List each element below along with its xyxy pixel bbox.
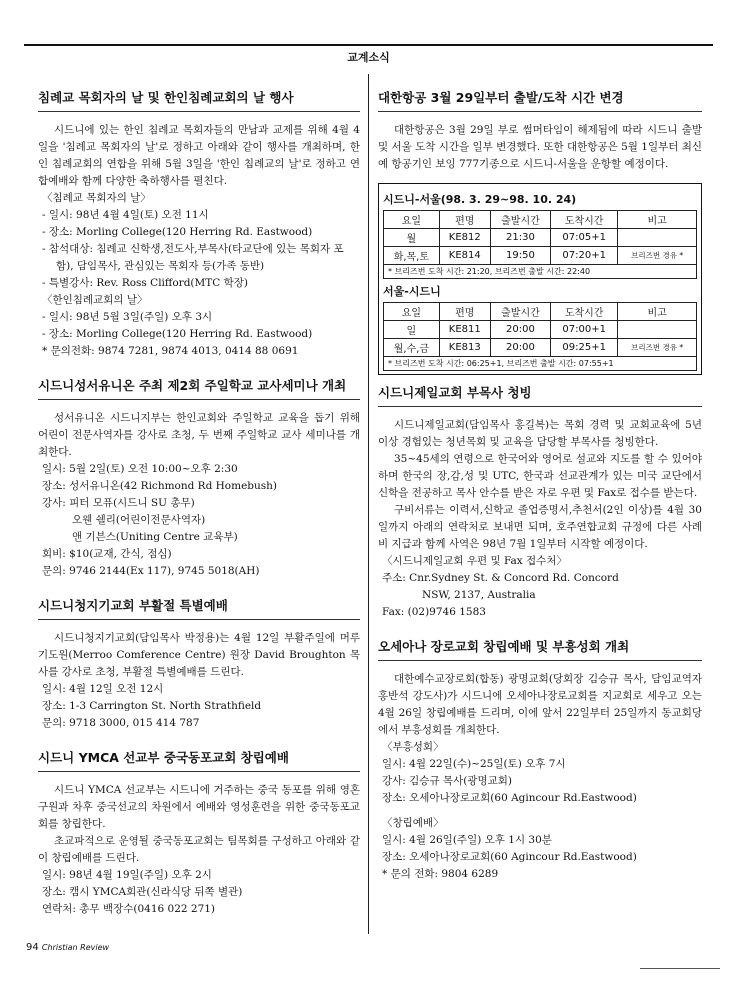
schedule-title: 서울-시드니	[383, 285, 441, 298]
publication-name: Christian Review	[41, 943, 110, 952]
article-title: 침례교 목회자의 날 및 한인침례교회의 날 행사	[38, 90, 294, 105]
table-cell: KE813	[439, 339, 490, 357]
detail-line: 앤 기븐스(Uniting Centre 교육부)	[72, 531, 238, 543]
detail-line: 일시: 4월 26일(주일) 오후 1시 30분	[382, 834, 552, 846]
table-cell: 월	[384, 229, 440, 247]
article-body: 대한항공은 3월 29일 부로 썸머타임이 해제됨에 따라 시드니 출발 및 서울 도착 시간을 일부 변경했다. 또한 대한항공은 5월 1일부터 최신예 항공기인 보잉 777기종으로 시드니-서울을 운항할 예정이다.	[378, 124, 702, 170]
detail-line: 장소: 오세아나장로교회(60 Agincour Rd.Eastwood)	[382, 851, 637, 863]
table-row	[384, 229, 697, 247]
page-footer	[26, 942, 109, 953]
article-body: 시드니청지기교회(담임목사 박정용)는 4월 12일 부활주일에 머루기도원(Merroo Comference Centre) 원장 David Broughton 목사를 강사로 초청, 부활절 특별예배를 드린다.	[38, 632, 360, 678]
article-title: 대한항공 3월 29일부터 출발/도착 시간 변경	[378, 90, 624, 105]
column-header: 요일	[384, 303, 440, 321]
table-cell: 21:30	[490, 229, 550, 247]
detail-line: 회비: $10(교재, 간식, 점심)	[42, 548, 172, 560]
table-cell: 07:00+1	[551, 321, 618, 339]
title-rule	[38, 771, 360, 772]
column-header: 출발시간	[490, 303, 550, 321]
table-cell: 07:20+1	[551, 247, 618, 265]
column-header: 비고	[618, 303, 697, 321]
table-header-row	[384, 303, 697, 321]
table-cell: 20:00	[490, 339, 550, 357]
column-header: 출발시간	[490, 211, 550, 229]
article-title: 시드니 YMCA 선교부 중국동포교회 창립예배	[38, 750, 289, 765]
detail-line: - 특별강사: Rev. Ross Clifford(MTC 학장)	[42, 277, 249, 289]
article-title: 오세아나 장로교회 창립예배 및 부흥성회 개최	[378, 639, 630, 654]
article-body: 35~45세의 연령으로 한국어와 영어로 설교와 지도를 할 수 있어야 하며 한국의 장,감,성 및 UTC, 한국과 선교관계가 있는 미국 교단에서 신학을 전공하고 목사 안수를 받은 자로 우편 및 Fax로 접수를 받는다.	[378, 453, 702, 499]
subheading: 〈부흥성회〉	[382, 741, 444, 753]
table-cell	[618, 321, 697, 339]
table-row	[384, 321, 697, 339]
contact-line: Fax: (02)9746 1583	[382, 606, 486, 618]
flight-table-seoul-sydney	[383, 302, 697, 357]
contact-line: 문의: 9746 2144(Ex 117), 9745 5018(AH)	[42, 565, 260, 577]
detail-line: 일시: 4월 22일(수)~25일(토) 오후 7시	[382, 758, 566, 770]
article-easter-service	[38, 598, 360, 732]
article-title: 시드니청지기교회 부활절 특별예배	[38, 598, 228, 613]
footer-rule	[640, 968, 720, 969]
column-header: 도착시간	[551, 211, 618, 229]
table-row	[384, 339, 697, 357]
detail-line: 오웬 쉘리(어린이전문사역자)	[72, 514, 206, 526]
column-header: 도착시간	[551, 303, 618, 321]
section-title: 교계소식	[347, 51, 390, 64]
title-rule	[378, 406, 702, 407]
contact-line: * 문의 전화: 9804 6289	[382, 868, 499, 880]
detail-line: - 일시: 98년 5월 3일(주일) 오후 3시	[42, 311, 213, 323]
table-cell: KE814	[439, 247, 490, 265]
table-cell: 일	[384, 321, 440, 339]
page-number: 94	[26, 942, 39, 953]
article-ymca-church	[38, 750, 360, 918]
title-rule	[38, 111, 360, 112]
title-rule	[38, 399, 360, 400]
table-row	[384, 247, 697, 265]
left-column	[38, 90, 360, 936]
table-cell: 브리즈번 경유 *	[618, 247, 697, 265]
schedule-note: * 브리즈번 도착 시간: 06:25+1, 브리즈번 출발 시간: 07:55+1	[383, 357, 697, 371]
detail-line: 장소: 캠시 YMCA회관(신라식당 뒤쪽 별관)	[42, 886, 243, 898]
detail-line: 장소: 성서유니온(42 Richmond Rd Homebush)	[42, 480, 278, 492]
subheading: 〈창립예배〉	[382, 817, 444, 829]
column-header: 비고	[618, 211, 697, 229]
detail-line: 주소: Cnr.Sydney St. & Concord Rd. Concord	[382, 572, 619, 584]
title-rule	[378, 660, 702, 661]
schedule-title: 시드니-서울(98. 3. 29~98. 10. 24)	[383, 193, 577, 206]
article-baptist-day	[38, 90, 360, 360]
table-cell: 19:50	[490, 247, 550, 265]
column-header: 요일	[384, 211, 440, 229]
article-oceania-church	[378, 639, 702, 883]
detail-line: 장소: 1-3 Carrington St. North Strathfield	[42, 700, 262, 712]
table-cell	[618, 229, 697, 247]
detail-line: - 일시: 98년 4월 4일(토) 오전 11시	[42, 209, 209, 221]
detail-line: 강사: 김승규 목사(광명교회)	[382, 775, 512, 787]
detail-line: 일시: 5월 2일(토) 오전 10:00~오후 2:30	[42, 463, 238, 475]
flight-schedule-box	[378, 183, 702, 375]
subheading: 〈시드니제일교회 우편 및 Fax 접수처〉	[382, 555, 567, 567]
article-body: 시드니제일교회(담임목사 홍길복)는 목회 경력 및 교회교육에 5년 이상 경험있는 청년목회 및 교육을 담당할 부목사를 청빙한다.	[378, 419, 702, 448]
article-body: 시드니 YMCA 선교부는 시드니에 거주하는 중국 동포를 위해 영혼구원과 차후 중국선교의 차원에서 예배와 영성훈련을 위한 중국동포교회를 창립한다.	[38, 784, 360, 830]
header-rule	[24, 44, 713, 46]
detail-line: NSW, 2137, Australia	[422, 589, 536, 601]
subheading: 〈한인침례교회의 날〉	[42, 294, 148, 306]
article-first-church	[378, 385, 702, 621]
flight-table-sydney-seoul	[383, 210, 697, 265]
article-korean-air	[378, 90, 702, 375]
detail-line: 일시: 4월 12일 오전 12시	[42, 683, 164, 695]
detail-line: 일시: 98년 4월 19일(주일) 오후 2시	[42, 869, 212, 881]
title-rule	[38, 619, 360, 620]
contact-line: 문의: 9718 3000, 015 414 787	[42, 717, 200, 729]
title-rule	[378, 111, 702, 112]
article-su-seminar	[38, 378, 360, 580]
contact-line: * 문의전화: 9874 7281, 9874 4013, 0414 88 0691	[42, 345, 299, 357]
table-cell: 월,수,금	[384, 339, 440, 357]
detail-line: 강사: 피터 모퓨(시드니 SU 총무)	[42, 497, 195, 509]
table-cell: 화,목,토	[384, 247, 440, 265]
table-cell: KE812	[439, 229, 490, 247]
table-cell: 07:05+1	[551, 229, 618, 247]
contact-line: 연락처: 총무 백장수(0416 022 271)	[42, 903, 216, 915]
table-cell: 브리즈번 경유 *	[618, 339, 697, 357]
table-cell: 20:00	[490, 321, 550, 339]
article-title: 시드니제일교회 부목사 청빙	[378, 385, 532, 400]
schedule-note: * 브리즈번 도착 시간: 21:20, 브리즈번 출발 시간: 22:40	[383, 265, 697, 279]
right-column	[378, 90, 702, 901]
detail-line: - 장소: Morling College(120 Herring Rd. Eastwood)	[42, 226, 313, 238]
detail-line: 장소: 오세아나장로교회(60 Agincour Rd.Eastwood)	[382, 792, 637, 804]
article-body: 시드니에 있는 한인 침례교 목회자들의 만남과 교제를 위해 4월 4일을 '침례교 목회자의 날'로 정하고 아래와 같이 행사를 개최하며, 한인 침례교회의 연합을 위해 5월 3일을 '한인 침례교의 날'로 정하고 연합예배와 함께 다양한 축하행사를 펼친다.	[38, 124, 360, 187]
article-title: 시드니성서유니온 주최 제2회 주일학교 교사세미나 개최	[38, 378, 347, 393]
article-body: 대한예수교장로회(합동) 광명교회(당회장 김승규 목사, 담임교역자 홍반석 강도사)가 시드니에 오세아나장로교회를 지교회로 세우고 오는 4월 26일 창립예배를 드리며, 이에 앞서 22일부터 25일까지 동교회당에서 부흥성회를 개최한다.	[378, 673, 702, 736]
table-header-row	[384, 211, 697, 229]
column-divider	[368, 74, 369, 934]
article-body: 초교파적으로 운영될 중국동포교회는 팀목회를 구성하고 아래와 같이 창립예배를 드린다.	[38, 835, 360, 864]
table-cell: KE811	[439, 321, 490, 339]
article-body: 구비서류는 이력서,신학교 졸업증명서,추천서(2인 이상)를 4월 30일까지 아래의 연락처로 보내면 되며, 호주연합교회 규정에 다른 사례비 지급과 함께 사역은 98년 7월 1일부터 시작할 예정이다.	[378, 504, 702, 550]
detail-line: - 장소: Morling College(120 Herring Rd. Eastwood)	[42, 328, 313, 340]
subheading: 〈침례교 목회자의 날〉	[42, 192, 151, 204]
column-header: 편명	[439, 211, 490, 229]
article-body: 성서유니온 시드니지부는 한인교회와 주일학교 교육을 돕기 위해 어린이 전문사역자를 강사로 초청, 두 번째 주일학교 교사 세미나를 개최한다.	[38, 412, 360, 458]
table-cell: 09:25+1	[551, 339, 618, 357]
column-header: 편명	[439, 303, 490, 321]
detail-line: - 참석대상: 침례교 신학생,전도사,부목사(타교단에 있는 목회자 포함), 담임목사, 관심있는 목회자 등(가족 동반)	[42, 243, 344, 272]
